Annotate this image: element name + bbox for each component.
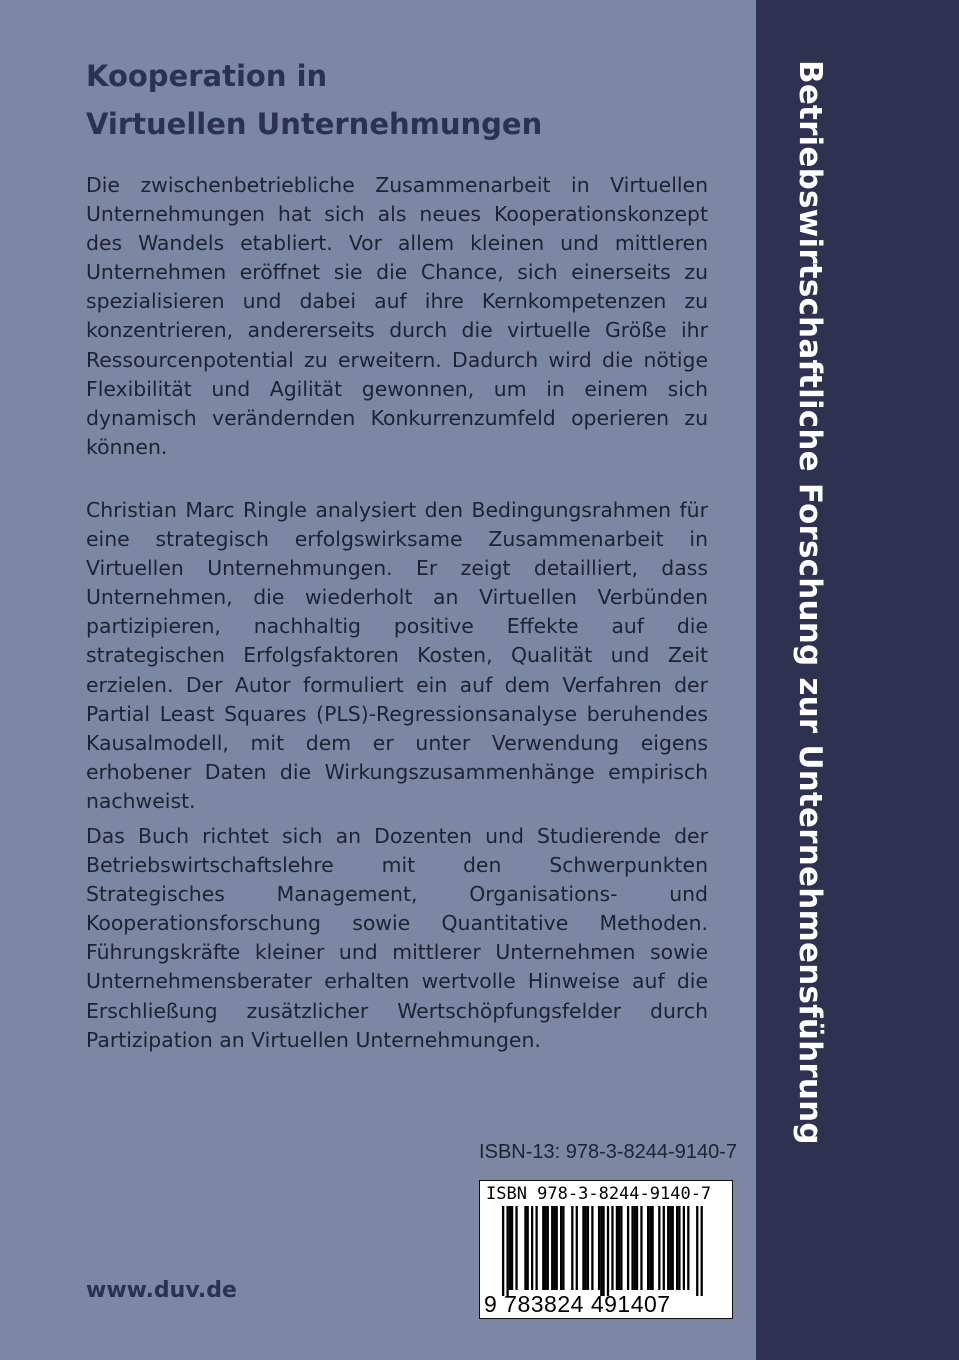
- isbn-13-label: ISBN-13: 978-3-8244-9140-7: [479, 1141, 737, 1163]
- barcode-bar: [591, 1206, 593, 1290]
- blurb-paragraph-1: Die zwischenbetriebliche Zusammenarbeit in Virtuellen Unternehmungen hat sich als neues Kooperationskonzept des Wandels etabliert. Vor allem kleinen und mittleren Unternehmen eröffnet sie die Chance, sich einerseits zu spezialisieren und dabei auf ihre Kernkompetenzen zu konzentrieren, andererseits durch die virtuelle Größe ihr Ressourcenpotential zu erweitern. Dadurch wird die nötige Flexibilität und Agilität gewonnen, um in einem sich dynamisch verändernden Konkurrenzumfeld operieren zu können.: [86, 173, 708, 459]
- barcode-bar: [651, 1206, 653, 1290]
- barcode-bar: [527, 1206, 529, 1290]
- barcode-bar: [667, 1206, 669, 1290]
- barcode-isbn-text: ISBN 978-3-8244-9140-7: [486, 1184, 712, 1204]
- spine-panel: [756, 0, 959, 1360]
- barcode-bar: [600, 1206, 602, 1296]
- barcode-bar: [551, 1206, 553, 1290]
- barcode-bar: [524, 1206, 526, 1290]
- barcode-bar: [542, 1206, 544, 1290]
- barcode-bar: [506, 1206, 508, 1296]
- barcode-bar: [511, 1206, 513, 1290]
- barcode-bar: [556, 1206, 558, 1290]
- book-title-line-2: Virtuellen Unternehmungen: [86, 107, 543, 141]
- barcode-bar: [587, 1206, 589, 1290]
- barcode-bar: [502, 1206, 504, 1296]
- barcode-bar: [658, 1206, 660, 1290]
- barcode-bar: [636, 1206, 638, 1290]
- barcode-bar: [544, 1206, 546, 1290]
- blurb-paragraph-2: Christian Marc Ringle analysiert den Bedingungsrahmen für eine strategisch erfolgswirksame Zusammenarbeit in Virtuellen Unternehmungen. Er zeigt detailliert, dass Unternehmen, die wiederholt an Virtuellen Verbünden partizipieren, nachhaltig positive Effekte auf die strategischen Erfolgsfaktoren Kosten, Qualität und Zeit erzielen. Der Autor formuliert ein auf dem Verfahren der Partial Least Squares (PLS)-Regressionsanalyse beruhendes Kausalmodell, mit dem er unter Verwendung eigens erhobener Daten die Wirkungszusammenhänge empirisch nachweist.: [86, 498, 708, 813]
- barcode-bar: [678, 1206, 680, 1290]
- barcode-bar: [627, 1206, 629, 1290]
- barcode-bar: [571, 1206, 573, 1290]
- barcode-bar: [618, 1206, 620, 1290]
- barcode-bar: [672, 1206, 674, 1290]
- barcode-bar: [547, 1206, 549, 1290]
- barcode-bar: [616, 1206, 618, 1290]
- barcode-bar: [683, 1206, 685, 1290]
- barcode-bar: [535, 1206, 537, 1290]
- barcode-bar: [676, 1206, 678, 1290]
- barcode-bar: [631, 1206, 633, 1290]
- blurb-paragraph-3: Das Buch richtet sich an Dozenten und Studierende der Betriebswirtschaftslehre mit den Schwerpunkten Strategisches Management, Organisations- und Kooperationsforschung sowie Quantitative Methoden. Führungskräfte kleiner und mittlerer Unternehmen sowie Unternehmensberater erhalten wertvolle Hinweise auf die Erschließung zusätzlicher Wertschöpfungsfelder durch Partizipation an Virtuellen Unternehmungen.: [86, 824, 708, 1052]
- book-title-line-1: Kooperation in: [86, 59, 328, 93]
- barcode-bar: [687, 1206, 689, 1290]
- barcode-bar: [696, 1206, 698, 1296]
- barcode-bar: [553, 1206, 555, 1290]
- barcode-bar: [562, 1206, 564, 1290]
- book-title: [86, 52, 726, 148]
- barcode: [479, 1180, 733, 1319]
- barcode-bar: [669, 1206, 671, 1290]
- barcode-bar: [663, 1206, 665, 1290]
- barcode-bar: [585, 1206, 587, 1290]
- barcode-bar: [515, 1206, 517, 1290]
- barcode-bar: [611, 1206, 613, 1290]
- barcode-bar: [620, 1206, 622, 1290]
- spine-series-title: Betriebswirtschaftliche Forschung zur Unternehmensführung: [792, 60, 828, 1145]
- barcode-bar: [640, 1206, 642, 1290]
- barcode-bar: [582, 1206, 584, 1290]
- barcode-bar: [607, 1206, 609, 1296]
- publisher-website: www.duv.de: [86, 1278, 237, 1303]
- barcode-bar: [531, 1206, 533, 1290]
- barcode-bar: [576, 1206, 578, 1290]
- barcode-bar: [598, 1206, 600, 1290]
- barcode-bar: [649, 1206, 651, 1290]
- barcode-bar: [602, 1206, 604, 1296]
- barcode-bar: [701, 1206, 703, 1296]
- barcode-bar: [634, 1206, 636, 1290]
- barcode-digits: 9 783824 491407: [484, 1291, 671, 1317]
- barcode-bar: [560, 1206, 562, 1290]
- barcode-bar: [509, 1206, 511, 1290]
- barcode-bar: [647, 1206, 649, 1290]
